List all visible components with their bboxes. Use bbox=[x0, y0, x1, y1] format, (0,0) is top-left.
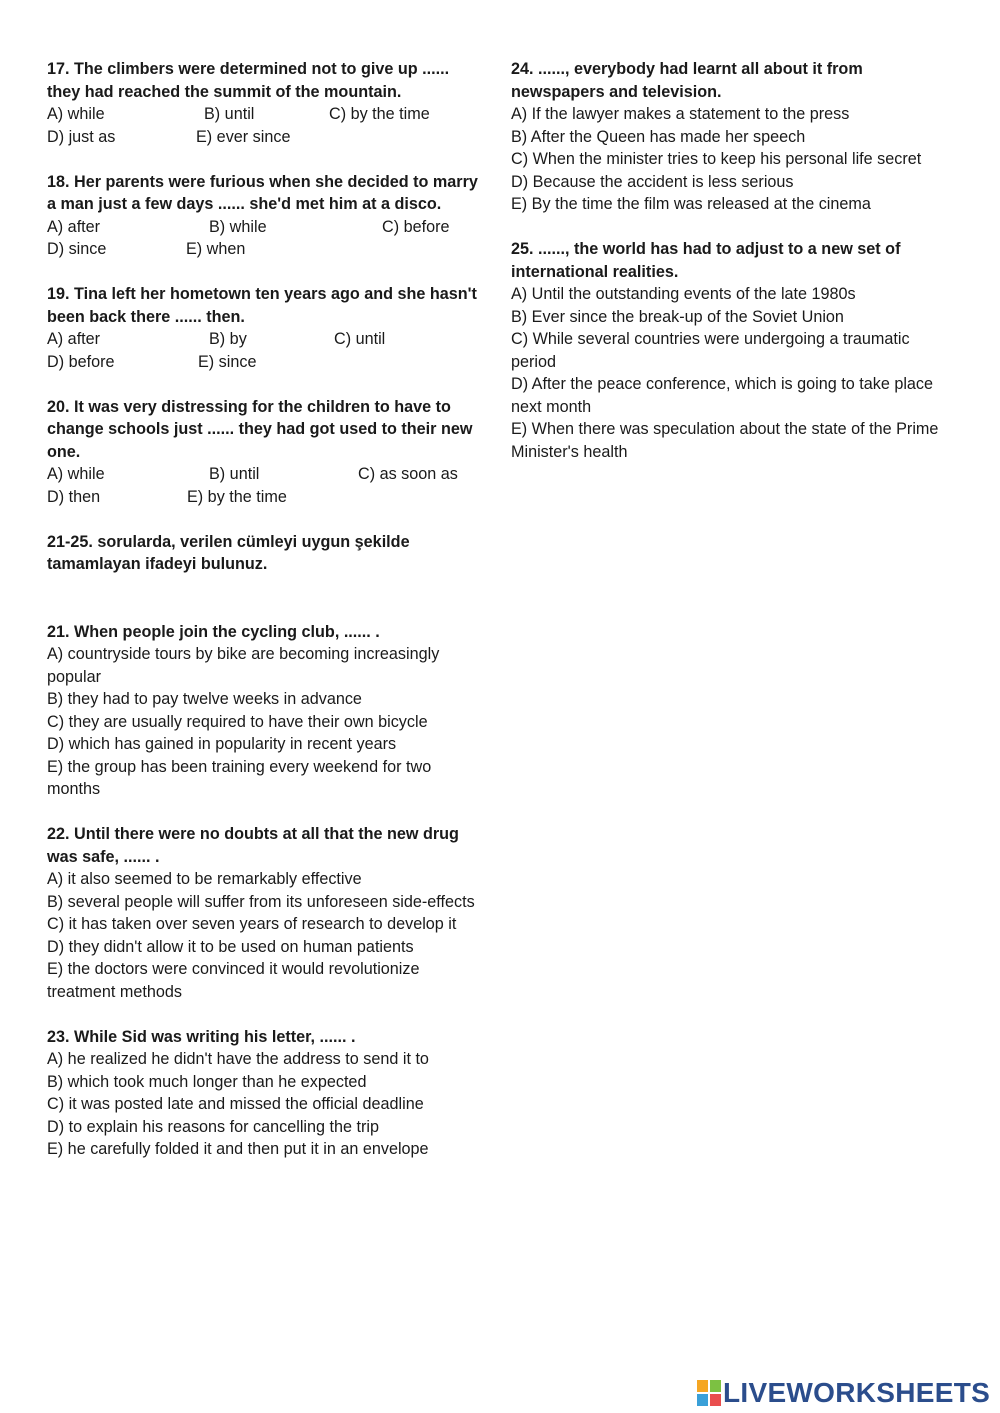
option-d[interactable]: D) then bbox=[47, 487, 101, 506]
option-b[interactable]: B) Ever since the break-up of the Soviet Union bbox=[511, 307, 844, 326]
options-row bbox=[47, 103, 485, 126]
question-18 bbox=[47, 171, 485, 261]
option-c[interactable]: C) before bbox=[382, 217, 450, 236]
options-row bbox=[47, 238, 485, 261]
option-c[interactable]: C) they are usually required to have their own bicycle bbox=[47, 712, 428, 731]
question-20 bbox=[47, 396, 485, 509]
option-d[interactable]: D) just as bbox=[47, 127, 116, 146]
liveworksheets-logo bbox=[697, 1377, 990, 1409]
option-a[interactable]: A) Until the outstanding events of the late 1980s bbox=[511, 285, 856, 303]
option-e[interactable]: E) by the time bbox=[187, 487, 287, 506]
option-a[interactable]: A) after bbox=[47, 217, 101, 236]
option-d[interactable]: D) since bbox=[47, 240, 107, 258]
question-stem: 20. It was very distressing for the children to have to change schools just ...... they had got used to their new one. bbox=[47, 397, 473, 461]
option-a[interactable]: A) If the lawyer makes a statement to the press bbox=[511, 105, 850, 123]
options-row bbox=[47, 126, 485, 149]
question-stem: 19. Tina left her hometown ten years ago and she hasn't been back there ...... then. bbox=[47, 285, 477, 326]
option-e[interactable]: E) When there was speculation about the state of the Prime Minister's health bbox=[511, 420, 939, 461]
option-d[interactable]: D) Because the accident is less serious bbox=[511, 172, 794, 191]
option-a[interactable]: A) after bbox=[47, 330, 101, 348]
option-b[interactable]: B) until bbox=[209, 465, 260, 483]
option-e[interactable]: E) By the time the film was released at the cinema bbox=[511, 195, 871, 213]
left-column bbox=[47, 58, 485, 1183]
question-stem: 23. While Sid was writing his letter, ...... . bbox=[47, 1027, 356, 1046]
question-23 bbox=[47, 1026, 485, 1161]
option-c[interactable]: C) When the minister tries to keep his personal life secret bbox=[511, 150, 922, 168]
spacer bbox=[47, 598, 485, 621]
question-stem: 17. The climbers were determined not to give up ...... they had reached the summit of the mountain. bbox=[47, 60, 450, 101]
option-a[interactable]: A) while bbox=[47, 105, 105, 123]
option-d[interactable]: D) After the peace conference, which is going to take place next month bbox=[511, 375, 934, 416]
option-a[interactable]: A) while bbox=[47, 465, 105, 483]
options-row bbox=[47, 463, 485, 486]
question-21 bbox=[47, 621, 485, 801]
question-19 bbox=[47, 283, 485, 373]
options-row bbox=[47, 216, 485, 239]
question-24 bbox=[511, 58, 951, 216]
option-b[interactable]: B) they had to pay twelve weeks in advance bbox=[47, 690, 362, 708]
option-d[interactable]: D) which has gained in popularity in recent years bbox=[47, 735, 397, 753]
option-b[interactable]: B) while bbox=[209, 217, 267, 236]
option-c[interactable]: C) it was posted late and missed the official deadline bbox=[47, 1095, 424, 1113]
logo-text: LIVEWORKSHEETS bbox=[723, 1377, 991, 1408]
logo-mark-icon bbox=[697, 1380, 721, 1406]
option-c[interactable]: C) While several countries were undergoing a traumatic period bbox=[511, 330, 910, 371]
option-b[interactable]: B) which took much longer than he expected bbox=[47, 1072, 367, 1091]
option-e[interactable]: E) the group has been training every weekend for two months bbox=[47, 757, 432, 798]
question-stem: 22. Until there were no doubts at all that the new drug was safe, ...... . bbox=[47, 825, 459, 866]
option-e[interactable]: E) the doctors were convinced it would revolutionize treatment methods bbox=[47, 960, 420, 1001]
question-22 bbox=[47, 823, 485, 1003]
option-b[interactable]: B) After the Queen has made her speech bbox=[511, 127, 806, 146]
option-a[interactable]: A) countryside tours by bike are becoming increasingly popular bbox=[47, 645, 440, 686]
option-c[interactable]: C) by the time bbox=[329, 105, 430, 123]
option-d[interactable]: D) they didn't allow it to be used on human patients bbox=[47, 937, 414, 956]
question-stem: 25. ......, the world has had to adjust to a new set of international realities. bbox=[511, 240, 901, 281]
options-row bbox=[47, 328, 485, 351]
options-row bbox=[47, 351, 485, 374]
option-c[interactable]: C) as soon as bbox=[358, 465, 458, 483]
option-c[interactable]: C) until bbox=[334, 330, 386, 348]
right-column bbox=[511, 58, 951, 486]
option-d[interactable]: D) to explain his reasons for cancelling the trip bbox=[47, 1117, 380, 1136]
section-instruction: 21-25. sorularda, verilen cümleyi uygun şekilde tamamlayan ifadeyi bulunuz. bbox=[47, 532, 410, 573]
option-e[interactable]: E) when bbox=[186, 240, 246, 258]
option-c[interactable]: C) it has taken over seven years of research to develop it bbox=[47, 915, 457, 933]
question-stem: 21. When people join the cycling club, ...... . bbox=[47, 622, 380, 641]
question-stem: 24. ......, everybody had learnt all about it from newspapers and television. bbox=[511, 60, 863, 101]
option-d[interactable]: D) before bbox=[47, 352, 115, 371]
option-b[interactable]: B) until bbox=[204, 105, 255, 123]
option-a[interactable]: A) he realized he didn't have the address to send it to bbox=[47, 1050, 429, 1068]
option-b[interactable]: B) several people will suffer from its unforeseen side-effects bbox=[47, 892, 475, 911]
question-stem: 18. Her parents were furious when she decided to marry a man just a few days ...... she'd met him at a disco. bbox=[47, 172, 478, 213]
option-a[interactable]: A) it also seemed to be remarkably effective bbox=[47, 870, 362, 888]
option-b[interactable]: B) by bbox=[209, 330, 247, 348]
option-e[interactable]: E) ever since bbox=[196, 127, 291, 146]
option-e[interactable]: E) since bbox=[198, 352, 257, 371]
question-25 bbox=[511, 238, 951, 463]
question-17 bbox=[47, 58, 485, 148]
option-e[interactable]: E) he carefully folded it and then put it in an envelope bbox=[47, 1140, 429, 1158]
options-row bbox=[47, 486, 485, 509]
